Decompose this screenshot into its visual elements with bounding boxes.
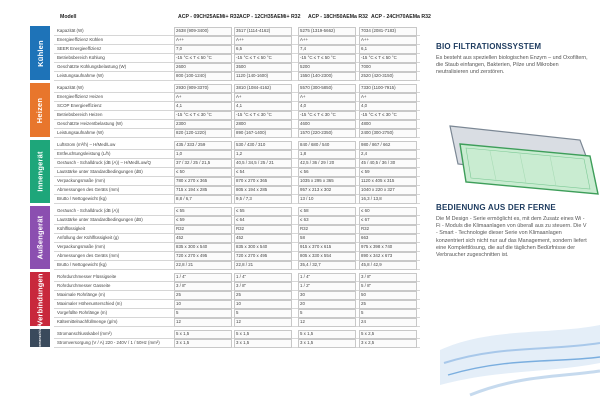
row-value: ≤ 56 [300, 169, 309, 174]
row-value: 2520 (420-3150) [361, 73, 394, 78]
row-value: -15 °C ≤ T ≤ 30 °C [176, 112, 212, 117]
row-value: 720 x 270 x 495 [176, 253, 208, 258]
row-value: 25 [361, 301, 366, 306]
row-value: 25 [236, 292, 241, 297]
row-value: 5200 [300, 64, 310, 69]
row-value: 12 [236, 319, 241, 324]
row-value: 715 x 194 x 285 [176, 187, 208, 192]
row-value: 2638 (909-3400) [176, 28, 209, 33]
row-value: 13 / 10 [300, 196, 314, 201]
row-value: 7000 [361, 64, 371, 69]
row-value: 3 / 8" [176, 283, 187, 288]
row-value: 9,5 / 7,3 [236, 196, 252, 201]
model-col-4: ACP - 24CH70AEMa R32 [371, 14, 431, 20]
row-value: 6,5 [236, 46, 243, 51]
spec-row [54, 260, 420, 270]
model-col-2: ACP - 12CH35AEMi+ R32 [239, 14, 301, 20]
row-value: A+ [236, 94, 242, 99]
row-value: 5570 (300-5850) [300, 85, 333, 90]
row-value: 6,1 [361, 46, 368, 51]
spec-section [30, 206, 420, 269]
row-value: A+ [361, 94, 367, 99]
row-value: 1550 (140-2300) [300, 73, 333, 78]
row-value: A++ [176, 37, 185, 42]
spec-section [30, 140, 420, 203]
row-label: Abmessungen des Geräts (mm) [57, 187, 120, 192]
remote-text: Die M Design - Serie ermöglicht es, mit dem Zusatz eines Wi - Fi - Moduls die Klimaanlagen von überall aus zu steuern. Die V - Smart - Technologie dieser Serie von Klimaanlagen konzentriert sich nicht nur auf das Management, sondern liefert eine Komplettlösung, die auf die täglichen Bedürfnisse der Verbraucher zugeschnitten ist. [436, 216, 587, 259]
row-value: 5 / 8" [361, 283, 372, 288]
row-value: 42,5 / 36 / 29 / 20 [300, 160, 335, 165]
row-value: 2930 (909-3370) [176, 85, 209, 90]
spec-row [54, 128, 420, 138]
section-sidebar [30, 140, 50, 203]
row-value: 2800 [236, 121, 246, 126]
row-value: 8,8 / 6,7 [176, 196, 192, 201]
row-value: 3 x 1,5 [176, 340, 190, 345]
row-label: Energieeffizienz Kühlen [57, 37, 104, 42]
row-label: Geschätzte Heizentbelastung (W) [57, 121, 123, 126]
row-value: ≤ 54 [236, 169, 245, 174]
row-value: 1120 x 405 x 315 [361, 178, 395, 183]
row-value: 3517 (1114-4162) [236, 28, 271, 33]
row-value: ≤ 67 [361, 217, 370, 222]
row-value: ≤ 60 [361, 208, 370, 213]
row-value: 5275 (1319-5662) [300, 28, 335, 33]
value-cell-bg [234, 318, 292, 327]
section-title: Kühlen [35, 39, 45, 67]
bio-filter-title: BIO FILTRATIONSSYSTEM [436, 42, 542, 51]
row-label: Abmessungen des Geräts (mm) [57, 253, 120, 258]
row-value: 1,8 [300, 151, 307, 156]
row-value: 12 [300, 319, 305, 324]
row-value: 3 / 8" [236, 283, 247, 288]
row-value: -15 °C ≤ T ≤ 30 °C [236, 112, 272, 117]
row-label: Stromanschlusskabel (mm²) [57, 331, 112, 336]
row-value: 4,0 [300, 103, 307, 108]
row-value: 24 [361, 319, 366, 324]
remote-title: BEDIENUNG AUS DER FERNE [436, 203, 556, 212]
row-value: 1035 x 295 x 365 [300, 178, 334, 183]
spec-row [54, 194, 420, 204]
model-col-3: ACP - 18CH50AEMa R32 [308, 14, 368, 20]
row-value: 663 [361, 235, 369, 240]
row-label: Lautstärke unter Standardbedingungen (dB) [57, 169, 143, 174]
row-label: Anfüllung der Kühlflüssigkeit (g) [57, 235, 119, 240]
airflow-illustration [430, 305, 600, 405]
row-value: 5 [236, 310, 239, 315]
row-label: Maximale Rohrlänge (m) [57, 292, 106, 297]
section-sidebar [30, 272, 50, 326]
row-value: 3 x 2,5 [361, 340, 375, 345]
row-value: 40,5 / 34,5 / 25 / 21 [236, 160, 274, 165]
row-value: 435 / 333 / 259 [176, 142, 206, 147]
row-value: ≤ 55 [176, 208, 185, 213]
row-value: 800 (100-1240) [176, 73, 207, 78]
filter-illustration [430, 118, 600, 200]
row-label: Maximaler Höhenunterschied (m) [57, 301, 122, 306]
section-title: Stromanschluss [38, 324, 43, 352]
row-value: 1 / 4" [176, 274, 187, 279]
row-value: 30 [300, 292, 305, 297]
row-value: 890 x 342 x 673 [361, 253, 393, 258]
row-value: A+ [176, 94, 182, 99]
row-label: Brutto / Nettogewicht (kg) [57, 196, 107, 201]
row-value: 5 x 1,5 [236, 331, 250, 336]
row-value: 805 x 194 x 285 [236, 187, 268, 192]
row-value: 16,3 / 13,8 [361, 196, 382, 201]
row-value: R32 [236, 226, 245, 231]
row-value: A+ [300, 94, 306, 99]
row-label: Geräusch - Schalldruck (dB (A)) – H/Med/Low/Q [57, 160, 151, 165]
model-col-1: ACP - 09CH25AEMi+ R32 [178, 14, 240, 20]
row-label: Stromversorgung (V / A) 220 - 240V / 1 / 50Hz (mm²) [57, 340, 160, 345]
row-label: Verpackungsmaße (mm) [57, 178, 106, 183]
row-value: 975 x 398 x 740 [361, 244, 393, 249]
row-value: 530 / 430 / 310 [236, 142, 266, 147]
section-title: Außengerät [35, 215, 45, 260]
row-value: 20 [300, 301, 305, 306]
row-value: 1,0 [176, 151, 183, 156]
section-title: Verbindungen [35, 272, 45, 326]
row-value: 890 (167-1400) [236, 130, 267, 135]
row-label: Kältemittelnachfüllmenge (g/m) [57, 319, 118, 324]
row-label: Kapazität (W) [57, 28, 84, 33]
row-value: 3500 [236, 64, 246, 69]
row-value: 12 [176, 319, 181, 324]
value-cell-bg [174, 318, 232, 327]
row-value: 4,0 [361, 103, 368, 108]
row-label: SCOP Energieeffizienz [57, 103, 102, 108]
row-value: ≤ 50 [176, 169, 185, 174]
section-sidebar [30, 206, 50, 269]
row-value: ≤ 55 [236, 208, 245, 213]
row-value: 820 (120-1220) [176, 130, 207, 135]
row-label: Kapazität (W) [57, 85, 84, 90]
row-label: Betriebsbereich Heizen [57, 112, 103, 117]
row-label: Geschätzte Kühlungsbelastung (W) [57, 64, 127, 69]
section-sidebar [30, 324, 50, 352]
row-value: ≤ 63 [300, 217, 309, 222]
row-value: 720 x 270 x 495 [236, 253, 268, 258]
spec-section [30, 26, 420, 80]
row-value: 37 / 32 / 25 / 21,5 [176, 160, 211, 165]
row-value: -15 °C ≤ T ≤ 30 °C [361, 112, 397, 117]
row-value: 5 x 1,5 [176, 331, 190, 336]
row-value: 58 [300, 235, 305, 240]
row-value: ≤ 59 [176, 217, 185, 222]
row-value: 2600 [176, 64, 186, 69]
row-value: 915 x 370 x 615 [300, 244, 332, 249]
row-label: Verpackungsmaße (mm) [57, 244, 106, 249]
row-value: 870 x 270 x 365 [236, 178, 268, 183]
value-cell-bg [359, 318, 417, 327]
row-label: Leistungsaufnahme (W) [57, 73, 104, 78]
row-value: ≤ 64 [236, 217, 245, 222]
row-value: 805 x 330 x 554 [300, 253, 332, 258]
row-label: Leistungsaufnahme (W) [57, 130, 104, 135]
row-value: 22,8 / 21 [176, 262, 194, 267]
row-value: 10 [176, 301, 181, 306]
row-value: 980 / 867 / 662 [361, 142, 391, 147]
row-value: 1120 (140-1600) [236, 73, 269, 78]
row-value: 3810 (1084-4162) [236, 85, 271, 90]
row-value: 2,4 [361, 151, 368, 156]
row-value: 3 x 1,5 [236, 340, 250, 345]
row-label: SEER Energieeffizienz [57, 46, 102, 51]
model-label: Modell [60, 14, 77, 20]
row-value: 2300 [176, 121, 186, 126]
row-value: R32 [176, 226, 185, 231]
row-value: 22,8 / 21 [236, 262, 254, 267]
row-label: Energieeffizienz Heizen [57, 94, 104, 99]
row-value: 1,2 [236, 151, 243, 156]
value-cell-bg [298, 318, 356, 327]
row-value: 780 x 270 x 365 [176, 178, 208, 183]
section-title: Innengerät [35, 151, 45, 192]
spec-section [30, 272, 420, 326]
row-value: ≤ 58 [300, 208, 309, 213]
row-value: 957 x 213 x 302 [300, 187, 332, 192]
row-label: Rohrdurchmesser Flüssigseite [57, 274, 117, 279]
row-label: Geräusch - Schalldruck (dB (A)) [57, 208, 120, 213]
row-value: 4600 [300, 121, 310, 126]
row-value: 5 x 2,5 [361, 331, 375, 336]
row-value: 5 [361, 310, 364, 315]
row-value: ≤ 59 [361, 169, 370, 174]
row-label: Kühlflüssigkeit [57, 226, 86, 231]
spec-row [54, 338, 420, 348]
row-label: Vorgefüllte Rohrlänge (m) [57, 310, 108, 315]
row-value: 7034 (2081-7183) [361, 28, 396, 33]
row-value: -15 °C ≤ T ≤ 50 °C [236, 55, 272, 60]
row-value: -15 °C ≤ T ≤ 50 °C [300, 55, 336, 60]
row-value: 452 [236, 235, 244, 240]
row-value: 7,0 [176, 46, 183, 51]
row-value: 1040 x 220 x 327 [361, 187, 395, 192]
section-sidebar [30, 83, 50, 137]
row-value: R32 [300, 226, 309, 231]
row-value: 2400 (300-2750) [361, 130, 394, 135]
row-value: 3 / 8" [361, 274, 372, 279]
row-value: 1 / 4" [300, 274, 311, 279]
remote-control-block [436, 203, 588, 259]
row-value: 5 x 1,5 [300, 331, 314, 336]
row-value: 50 [361, 292, 366, 297]
bio-filter-block [436, 42, 588, 77]
row-label: Brutto / Nettogewicht (kg) [57, 262, 107, 267]
row-value: R32 [361, 226, 370, 231]
bio-filter-text: Es besteht aus speziellen biologischen Enzym – und Oxofiltern, die Staub einfangen, Bakterien, Pilze und Mikroben neutralisieren und zerstören. [436, 55, 588, 76]
spec-row [54, 317, 420, 327]
section-sidebar [30, 26, 50, 80]
row-value: 45,8 / 42,9 [361, 262, 382, 267]
row-value: 7,4 [300, 46, 307, 51]
row-value: 45 / 40,5 / 36 / 30 [361, 160, 396, 165]
row-value: 3 x 1,5 [300, 340, 314, 345]
row-value: -15 °C ≤ T ≤ 30 °C [300, 112, 336, 117]
row-value: 840 / 680 / 540 [300, 142, 330, 147]
row-value: 835 x 300 x 540 [236, 244, 268, 249]
row-value: 1 / 2" [300, 283, 311, 288]
row-value: 7330 (1100-7915) [361, 85, 396, 90]
spec-section [30, 83, 420, 137]
row-value: 835 x 300 x 540 [176, 244, 208, 249]
row-value: 10 [236, 301, 241, 306]
row-value: 1570 (220-2350) [300, 130, 333, 135]
row-value: -15 °C ≤ T ≤ 50 °C [176, 55, 212, 60]
row-value: 1 / 4" [236, 274, 247, 279]
row-label: Lautstärke unter Standardbedingungen (dB) [57, 217, 143, 222]
row-value: 452 [176, 235, 184, 240]
section-title: Heizen [35, 97, 45, 123]
row-label: Entfeuchtungsleistung (L/h) [57, 151, 111, 156]
spec-section [30, 324, 420, 352]
row-value: 25 [176, 292, 181, 297]
row-value: A++ [300, 37, 309, 42]
row-value: 4,1 [236, 103, 243, 108]
row-value: A++ [361, 37, 370, 42]
row-label: Luftstrom (m³/h) – H/Med/Low [57, 142, 116, 147]
row-label: Betriebsbereich Kühlung [57, 55, 105, 60]
row-value: 4,1 [176, 103, 183, 108]
row-value: 35,4 / 32,7 [300, 262, 321, 267]
spec-row [54, 71, 420, 81]
row-value: 5 [300, 310, 303, 315]
row-value: 5 [176, 310, 179, 315]
row-value: 4800 [361, 121, 371, 126]
row-label: Rohrdurchmesser Gasseite [57, 283, 111, 288]
row-value: A++ [236, 37, 245, 42]
row-value: -15 °C ≤ T ≤ 50 °C [361, 55, 397, 60]
